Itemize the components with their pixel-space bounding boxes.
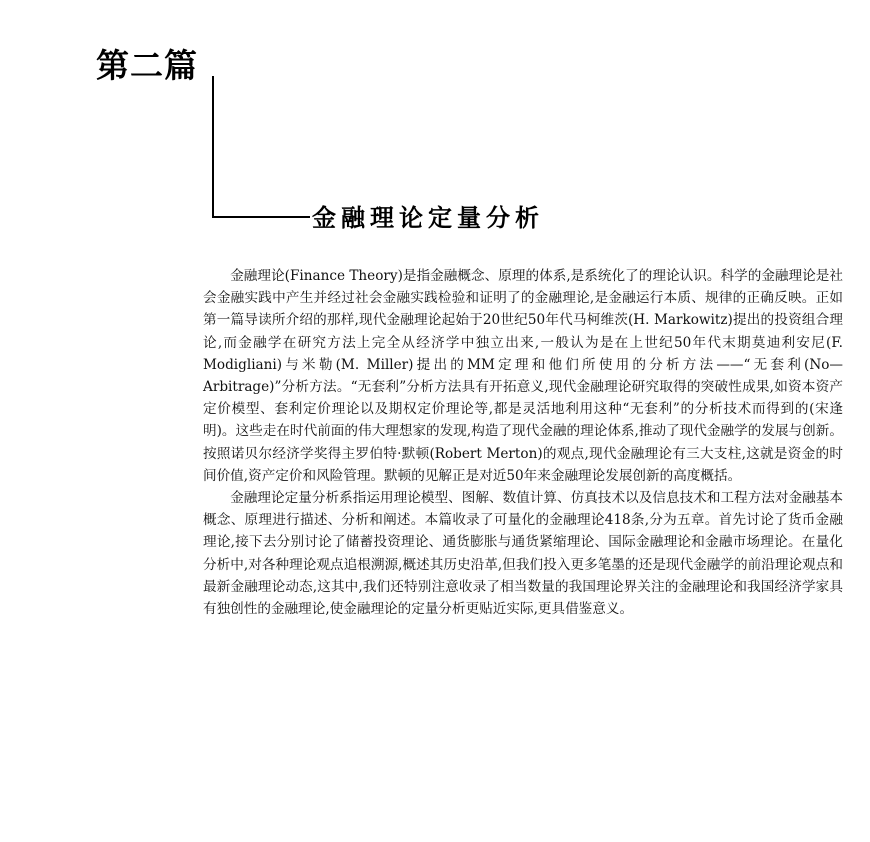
part-label: 第二篇	[96, 46, 198, 85]
bracket-line	[212, 76, 310, 218]
paragraph-1: 金融理论(Finance Theory)是指金融概念、原理的体系,是系统化了的理论认识。科学的金融理论是社会金融实践中产生并经过社会金融实践检验和证明了的金融理论,是金融运行本质、规律的正确反映。正如第一篇导读所介绍的那样,现代金融理论起始于20世纪50年代马柯维茨(H. Markowitz)提出的投资组合理论,而金融学在研究方法上完全从经济学中独立出来,一般认为是在上世纪50年代末期莫迪利安尼(F. Modigliani)与米勒(M. Miller)提出的MM定理和他们所使用的分析方法——“无套利(No—Arbitrage)”分析方法。“无套利”分析方法具有开拓意义,现代金融理论研究取得的突破性成果,如资本资产定价模型、套利定价理论以及期权定价理论等,都是灵活地利用这种“无套利”的分析技术而得到的(宋逢明)。这些走在时代前面的伟大理想家的发现,构造了现代金融的理论体系,推动了现代金融学的发展与创新。按照诺贝尔经济学奖得主罗伯特·默顿(Robert Merton)的观点,现代金融理论有三大支柱,这就是资金的时间价值,资产定价和风险管理。默顿的见解正是对近50年来金融理论发展创新的高度概括。	[203, 268, 843, 484]
part-title: 金融理论定量分析	[312, 204, 544, 232]
paragraph-2: 金融理论定量分析系指运用理论模型、图解、数值计算、仿真技术以及信息技术和工程方法对金融基本概念、原理进行描述、分析和阐述。本篇收录了可量化的金融理论418条,分为五章。首先讨论了货币金融理论,接下去分别讨论了储蓄投资理论、通货膨胀与通货紧缩理论、国际金融理论和金融市场理论。在量化分析中,对各种理论观点追根溯源,概述其历史沿革,但我们投入更多笔墨的还是现代金融学的前沿理论观点和最新金融理论动态,这其中,我们还特别注意收录了相当数量的我国理论界关注的金融理论和我国经济学家具有独创性的金融理论,使金融理论的定量分析更贴近实际,更具借鉴意义。	[203, 490, 843, 618]
body-text	[203, 265, 843, 620]
